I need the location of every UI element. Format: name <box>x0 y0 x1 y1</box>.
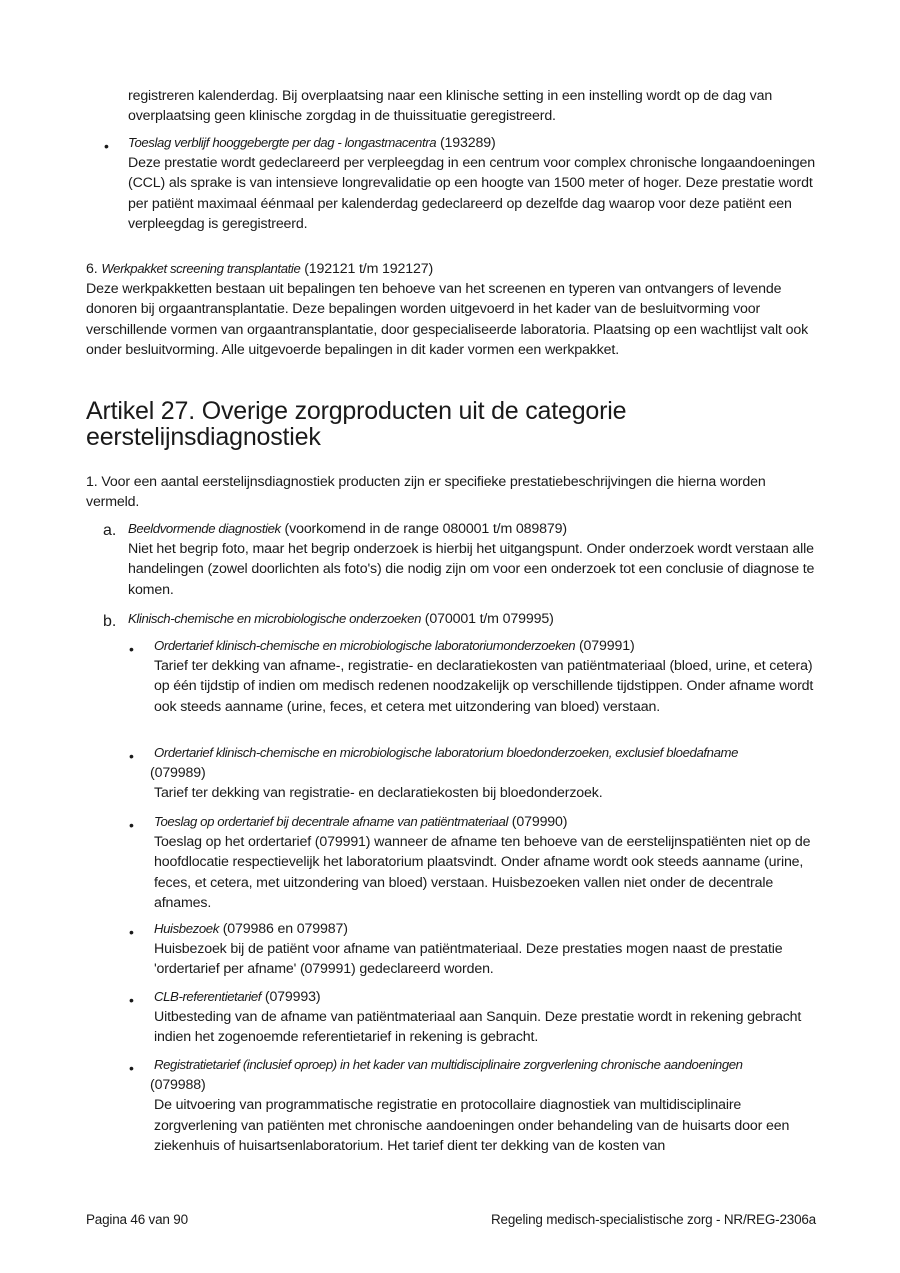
sub-bullet-title: CLB-referentietarief <box>154 989 262 1004</box>
list-item-beeldvormende-diagnostiek <box>128 519 818 600</box>
section-6 <box>86 259 814 360</box>
sub-bullet-toeslag-decentrale-afname <box>154 812 816 913</box>
list-marker-a: a. <box>103 522 117 539</box>
sub-bullet-title: Toeslag op ordertarief bij decentrale afname van patiëntmateriaal <box>154 814 508 829</box>
item-title: Klinisch-chemische en microbiologische onderzoeken <box>128 611 421 626</box>
sub-bullet-code: (079993) <box>261 989 321 1005</box>
list-item-klinisch-chemische <box>128 609 818 629</box>
bullet-icon: • <box>104 138 109 154</box>
bullet-icon: • <box>129 817 134 833</box>
sub-bullet-huisbezoek <box>154 919 816 980</box>
article-intro: 1. Voor een aantal eerstelijnsdiagnostiek producten zijn er specifieke prestatiebeschrijvingen die hierna worden vermeld. <box>86 474 766 511</box>
section-number: 6. <box>86 261 102 277</box>
sub-bullet-ordertarief <box>154 636 816 717</box>
sub-bullet-registratietarief <box>150 1055 818 1156</box>
article-heading-line2: eerstelijnsdiagnostiek <box>86 423 321 451</box>
bullet-icon: • <box>129 641 134 657</box>
sub-bullet-body: Uitbesteding van de afname van patiëntmateriaal aan Sanquin. Deze prestatie wordt in rekening gebracht indien het zogenoemde referentietarief in rekening is gebracht. <box>154 1009 802 1046</box>
section-body: Deze werkpakketten bestaan uit bepalingen ten behoeve van het screenen en typeren van ontvangers of levende donoren bij orgaantransplantatie. Deze bepalingen worden uitgevoerd in het kader van de besluitvorming voor verschillende vormen van orgaantransplantatie, door gespecialiseerde laboratoria. Plaatsing op een wachtlijst valt ook onder besluitvorming. Alle uitgevoerde bepalingen in dit kader vormen een werkpakket. <box>86 281 809 358</box>
item-body: Niet het begrip foto, maar het begrip onderzoek is hierbij het uitgangspunt. Onder onderzoek wordt verstaan alle handelingen (zowel doorlichten als foto's) die nodig zijn om voor een onderzoek tot een conclusie of diagnose te komen. <box>128 541 815 598</box>
section-title: Werkpakket screening transplantatie <box>101 261 301 276</box>
sub-bullet-body: Huisbezoek bij de patiënt voor afname van patiëntmateriaal. Deze prestaties mogen naast de prestatie 'ordertarief per afname' (079991) gedeclareerd worden. <box>154 941 783 978</box>
sub-bullet-title: Ordertarief klinisch-chemische en microbiologische laboratoriumonderzoeken <box>154 638 576 653</box>
article-heading <box>86 398 806 450</box>
sub-bullet-title: Registratietarief (inclusief oproep) in het kader van multidisciplinaire zorgverlening chronische aandoeningen <box>154 1057 743 1072</box>
item-title: Beeldvormende diagnostiek <box>128 521 281 536</box>
sub-bullet-code: (079990) <box>507 814 568 830</box>
item-code: (070001 t/m 079995) <box>421 611 554 627</box>
sub-bullet-code: (079988) <box>150 1077 206 1094</box>
article-heading-line1: Artikel 27. Overige zorgproducten uit de categorie <box>86 397 627 425</box>
sub-bullet-ordertarief-bloed <box>150 743 816 804</box>
sub-bullet-clb-referentietarief <box>154 987 816 1048</box>
bullet-icon: • <box>129 992 134 1008</box>
sub-bullet-code: (079986 en 079987) <box>218 921 348 937</box>
sub-bullet-code: (079989) <box>150 765 206 782</box>
section-code: (192121 t/m 192127) <box>300 261 434 277</box>
continuation-paragraph: registreren kalenderdag. Bij overplaatsing naar een klinische setting in een instelling wordt op de dag van overplaatsing geen klinische zorgdag in de thuissituatie geregistreerd. <box>128 88 773 125</box>
bullet-title: Toeslag verblijf hooggebergte per dag - longastmacentra <box>128 135 437 150</box>
bullet-code: (193289) <box>436 135 496 151</box>
bullet-icon: • <box>129 748 134 764</box>
sub-bullet-body: Tarief ter dekking van afname-, registratie- en declaratiekosten van patiëntmateriaal (bloed, urine, et cetera) op één tijdstip of indien om medisch redenen noodzakelijk op verschillende tijdstippen. Onder afname wordt ook steeds aanname (urine, feces, et cetera met uitzondering van bloed) verstaan. <box>154 658 814 715</box>
item-code: (voorkomend in de range 080001 t/m 089879) <box>280 521 567 537</box>
bullet-icon: • <box>129 1060 134 1076</box>
list-marker-b: b. <box>103 613 117 630</box>
bullet-body: Deze prestatie wordt gedeclareerd per verpleegdag in een centrum voor complex chronische longaandoeningen (CCL) als sprake is van intensieve longrevalidatie op een hoogte van 1500 meter of hoger. Deze prestatie wordt per patiënt maximaal éénmaal per kalenderdag gedeclareerd op dezelfde dag waarop voor deze patiënt een verpleegdag is geregistreerd. <box>128 155 815 232</box>
footer-document-reference: Regeling medisch-specialistische zorg - NR/REG-2306a <box>491 1212 816 1227</box>
sub-bullet-body: De uitvoering van programmatische registratie en protocollaire diagnostiek van multidisciplinaire zorgverlening van patiënten met chronische aandoeningen onder behandeling van de huisarts door een ziekenhuis of huisartsenlaboratorium. Het tarief dient ter dekking van de kosten van <box>154 1097 790 1154</box>
sub-bullet-body: Toeslag op het ordertarief (079991) wanneer de afname ten behoeve van de eerstelijnspatiënten niet op de hoofdlocatie respectievelijk het laboratorium plaatsvindt. Onder afname wordt ook steeds aanname (urine, feces, et cetera, met uitzondering van bloed) verstaan. Huisbezoeken vallen niet onder de decentrale afnames. <box>154 834 811 911</box>
sub-bullet-title: Huisbezoek <box>154 921 219 936</box>
sub-bullet-body: Tarief ter dekking van registratie- en declaratiekosten bij bloedonderzoek. <box>154 785 603 802</box>
bullet-icon: • <box>129 924 134 940</box>
sub-bullet-title: Ordertarief klinisch-chemische en microbiologische laboratorium bloedonderzoeken, exclusief bloedafname <box>154 745 739 760</box>
sub-bullet-code: (079991) <box>575 638 635 654</box>
bullet-item-toeslag-hooggebergte <box>128 133 818 234</box>
footer-page-number: Pagina 46 van 90 <box>86 1212 188 1227</box>
